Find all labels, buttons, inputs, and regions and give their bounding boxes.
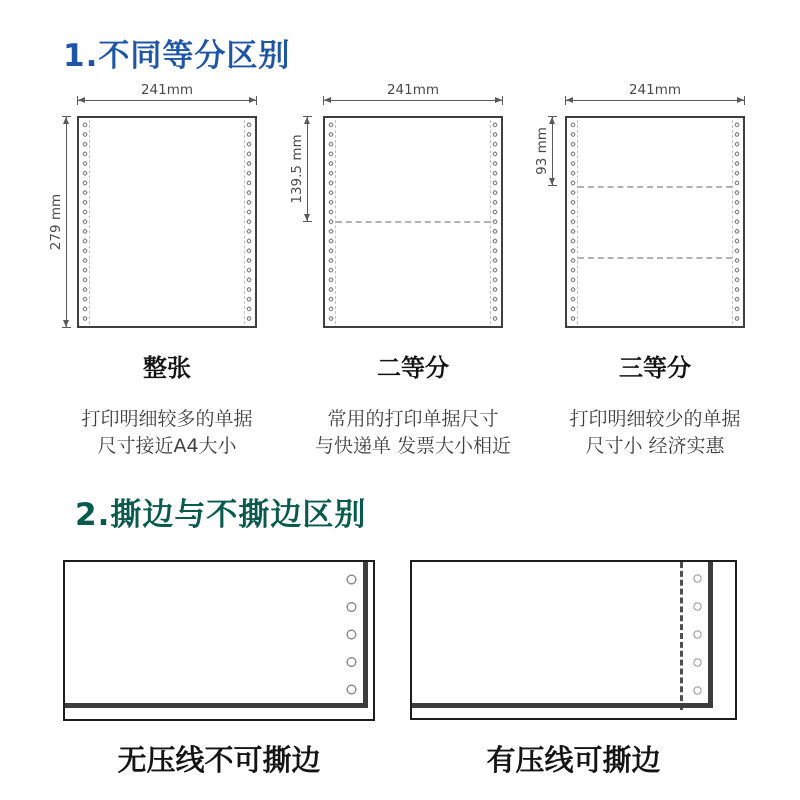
tractor-feed-holes-icon — [346, 574, 357, 712]
caption-desc-line1: 打印明细较多的单据 — [81, 408, 253, 430]
section1-title: 1.不同等分区别 — [63, 38, 291, 74]
width-dimension-half-sheet — [323, 81, 503, 101]
tractor-feed-holes-icon — [569, 120, 577, 324]
height-dimension-third-sheet — [533, 116, 553, 186]
width-dimension-label: 241mm — [386, 81, 440, 98]
paper-diagram-full-sheet — [77, 116, 257, 328]
width-dimension-label: 241mm — [628, 81, 682, 98]
height-dimension-full-sheet — [47, 116, 67, 328]
tractor-feed-holes-icon — [81, 120, 89, 324]
perforation-line — [577, 120, 578, 324]
caption-half-sheet — [273, 348, 553, 460]
paper-diagram-third-sheet — [565, 116, 745, 328]
caption-third-sheet — [515, 348, 795, 460]
perforation-line — [490, 120, 491, 324]
tractor-feed-holes-icon — [327, 120, 335, 324]
division-line — [578, 257, 732, 259]
tractor-feed-holes-icon — [491, 120, 499, 324]
height-dimension-half-sheet — [288, 116, 308, 222]
width-dimension-label: 241mm — [140, 81, 194, 98]
dimension-line — [323, 100, 503, 101]
caption-title: 三等分 — [619, 354, 691, 382]
height-dimension-label: 139.5 mm — [288, 134, 305, 204]
caption-full-sheet — [27, 348, 307, 460]
caption-desc-line1: 常用的打印单据尺寸 — [327, 408, 499, 430]
panel-label-with-crease: 有压线可撕边 — [486, 743, 661, 777]
caption-desc-line2: 尺寸接近A4大小 — [97, 435, 237, 457]
division-line — [578, 186, 732, 188]
perforation-line — [732, 120, 733, 324]
width-dimension-third-sheet — [565, 81, 745, 101]
tractor-feed-holes-icon — [693, 574, 702, 714]
caption-desc-line2: 与快递单 发票大小相近 — [314, 435, 512, 457]
crease-line — [680, 562, 683, 710]
dimension-line — [77, 100, 257, 101]
paper-diagram-half-sheet — [323, 116, 503, 328]
perforation-line — [244, 120, 245, 324]
perforation-line — [89, 120, 90, 324]
paper-right-edge — [363, 562, 368, 708]
tractor-feed-holes-icon — [245, 120, 253, 324]
caption-desc-line2: 尺寸小 经济实惠 — [585, 435, 725, 457]
section2-title: 2.撕边与不撕边区别 — [75, 497, 367, 533]
height-dimension-label: 279 mm — [47, 193, 64, 251]
caption-title: 二等分 — [377, 354, 449, 382]
paper-right-edge — [708, 562, 713, 708]
width-dimension-full-sheet — [77, 81, 257, 101]
panel-label-no-crease: 无压线不可撕边 — [117, 743, 321, 777]
tractor-feed-holes-icon — [733, 120, 741, 324]
panel-no-crease — [63, 560, 375, 721]
caption-desc-line1: 打印明细较少的单据 — [569, 408, 741, 430]
paper-bottom-edge — [65, 703, 368, 708]
division-line — [336, 221, 490, 223]
dimension-line — [565, 100, 745, 101]
caption-title: 整张 — [143, 354, 191, 382]
panel-with-crease — [410, 560, 737, 720]
paper-bottom-edge — [412, 703, 713, 708]
height-dimension-label: 93 mm — [533, 127, 550, 175]
